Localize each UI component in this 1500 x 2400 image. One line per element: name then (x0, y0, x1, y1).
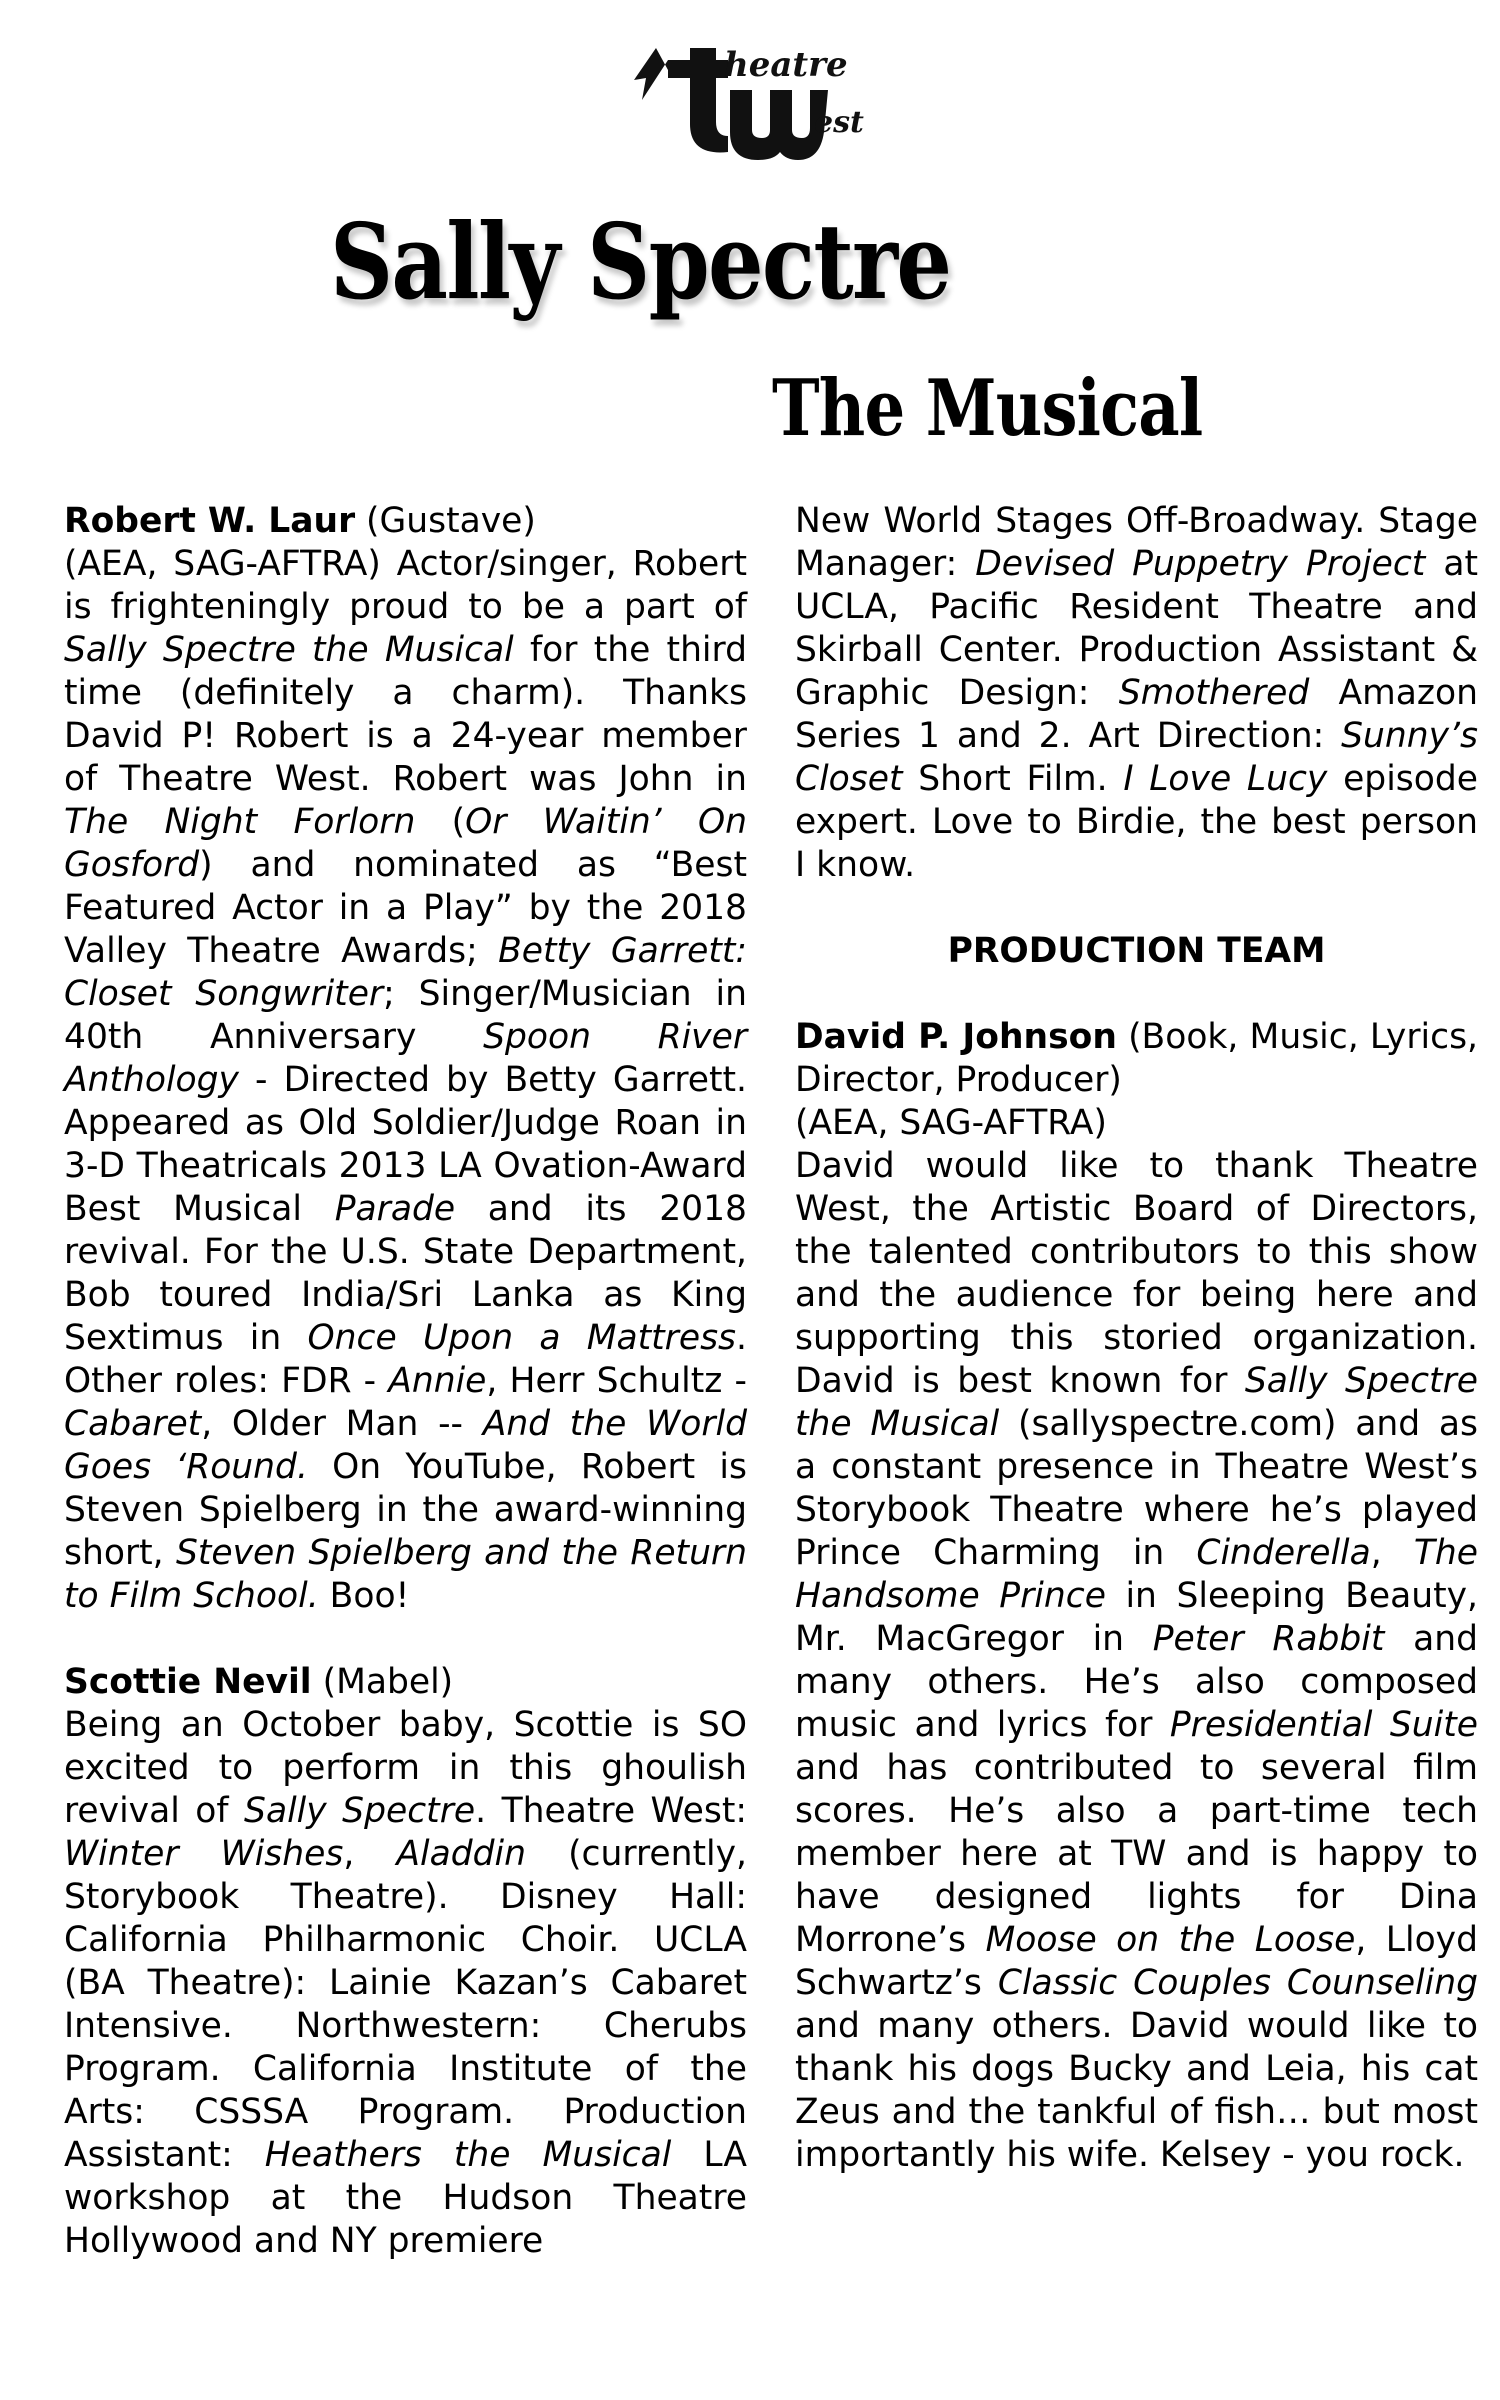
text-run: at UCLA, Pacific Resident Theatre and Skirball Center. Production Assistant & Graphic Design: (795, 544, 1478, 713)
text-run: On YouTube, Robert is Steven Spielberg in the award-winning short, (64, 1447, 747, 1573)
italic-title: The Night Forlorn (64, 802, 416, 842)
bio-robert-laur (64, 500, 747, 1618)
bio-header (64, 500, 747, 543)
italic-title: The Handsome Prince (795, 1533, 1478, 1616)
bio-text (64, 1704, 747, 2263)
logo-word-heatre: heatre (724, 45, 848, 85)
text-run: for the third time (definitely a charm). Thanks David P! Robert is a 24-year member of Theatre West. Robert was John in (64, 630, 747, 799)
text-run: , (343, 1834, 397, 1874)
text-run: (AEA, SAG-AFTRA) Actor/singer, Robert is frighteningly proud to be a part of (64, 544, 747, 627)
italic-title: Smothered (1118, 673, 1310, 713)
italic-title: Once Upon a Mattress (307, 1318, 737, 1358)
bio-name: David P. Johnson (795, 1017, 1117, 1057)
bio-text-continued (795, 500, 1478, 887)
italic-title: Cabaret (64, 1404, 202, 1444)
section-heading-production-team: PRODUCTION TEAM (947, 931, 1326, 971)
bio-header (64, 1661, 747, 1704)
italic-title: Peter Rabbit (1152, 1619, 1385, 1659)
text-run: in Sleeping Beauty, Mr. MacGregor in (795, 1576, 1478, 1659)
italic-title: Classic Couples Counseling (997, 1963, 1478, 2003)
text-run: and its 2018 revival. For the U.S. State Department, Bob toured India/Sri Lanka as King Sextimus in (64, 1189, 747, 1358)
italic-title: Heathers the Musical (264, 2135, 672, 2175)
bio-role: (Gustave) (366, 501, 536, 541)
show-title: Sally Spectre (330, 200, 951, 323)
italic-title: Sally Spectre the Musical (64, 630, 514, 670)
text-run: ; Singer/Musician in 40th Anniversary (64, 974, 748, 1057)
spacer (795, 973, 1478, 1016)
bio-name: Robert W. Laur (64, 501, 356, 541)
spacer (795, 887, 1478, 930)
text-run: and many others. David would like to thank his dogs Bucky and Leia, his cat Zeus and the tankful of fish… but most importantly his wife. Kelsey - you rock. (795, 2006, 1478, 2175)
text-run: , Lloyd Schwartz’s (795, 1920, 1478, 2003)
text-run: (currently, Storybook Theatre). Disney Hall: California Philharmonic Choir. UCLA (BA Theatre): Lainie Kazan’s Cabaret Intensive. Northwestern: Cherubs Program. California Institute of the Arts: CSSSA Program. Production Assistant: (64, 1834, 747, 2175)
text-run: , Older Man -- (201, 1404, 483, 1444)
text-run: , (1370, 1533, 1414, 1573)
left-column (64, 500, 747, 2263)
italic-title: Sunny’s Closet (795, 716, 1478, 799)
logo-word-est: est (814, 105, 864, 140)
theatre-west-logo-icon (628, 40, 864, 165)
italic-title: Betty Garrett: Closet Songwriter (64, 931, 747, 1014)
text-run: and has contributed to several film scores. He’s also a part-time tech member here at TW and is happy to have designed lights for Dina Morrone’s (795, 1748, 1478, 1960)
text-run: . Theatre West: (475, 1791, 747, 1831)
bio-scottie-nevil (64, 1661, 747, 2263)
italic-title: I Love Lucy (1123, 759, 1328, 799)
text-run: LA workshop at the Hudson Theatre Hollywood and NY premiere (64, 2135, 747, 2261)
bio-role: (Mabel) (322, 1662, 454, 1702)
bio-unions: (AEA, SAG-AFTRA) (795, 1103, 1107, 1143)
text-run: Amazon Series 1 and 2. Art Direction: (795, 673, 1478, 756)
italic-title: Aladdin (396, 1834, 526, 1874)
italic-title: And the World Goes ‘Round. (64, 1404, 747, 1487)
text-run: episode expert. Love to Birdie, the best person I know. (795, 759, 1478, 885)
right-column (795, 500, 1478, 2177)
italic-title: Or Waitin’ On Gosford (64, 802, 747, 885)
text-run: ) and nominated as “Best Featured Actor in a Play” by the 2018 Valley Theatre Awards; (64, 845, 747, 971)
text-run: . Other roles: FDR - (64, 1318, 748, 1401)
italic-title: Spoon River Anthology (64, 1017, 748, 1100)
bio-header (795, 1016, 1478, 1102)
text-run: Short Film. (902, 759, 1124, 799)
text-run: New World Stages Off-Broadway. Stage Manager: (795, 501, 1478, 584)
italic-title: Sally Spectre (244, 1791, 476, 1831)
text-run: Being an October baby, Scottie is SO excited to perform in this ghoulish revival of (64, 1705, 747, 1831)
text-run: and many others. He’s also composed music and lyrics for (795, 1619, 1478, 1745)
text-run: Boo! (318, 1576, 410, 1616)
show-subtitle: The Musical (772, 363, 1203, 454)
text-run: David would like to thank Theatre West, the Artistic Board of Directors, the talented contributors to this show and the audience for being here and supporting this storied organization. David is best known for (795, 1146, 1478, 1401)
text-run: ( (415, 802, 466, 842)
spacer (64, 1618, 747, 1661)
italic-title: Parade (334, 1189, 456, 1229)
text-run: (sallyspectre.com) and as a constant presence in Theatre West’s Storybook Theatre where he’s played Prince Charming in (795, 1404, 1478, 1573)
italic-title: Sally Spectre the Musical (795, 1361, 1478, 1444)
bio-text (64, 543, 747, 1618)
text-run: , Herr Schultz - (486, 1361, 747, 1401)
italic-title: Steven Spielberg and the Return to Film School. (64, 1533, 747, 1616)
italic-title: Annie (388, 1361, 487, 1401)
italic-title: Devised Puppetry Project (975, 544, 1426, 584)
italic-title: Moose on the Loose (985, 1920, 1356, 1960)
italic-title: Cinderella (1196, 1533, 1371, 1573)
italic-title: Presidential Suite (1169, 1705, 1478, 1745)
italic-title: Winter Wishes (64, 1834, 344, 1874)
bio-david-johnson (795, 1016, 1478, 2177)
bio-text (795, 1145, 1478, 2177)
bio-role: (Book, Music, Lyrics, Director, Producer) (795, 1017, 1479, 1100)
text-run: - Directed by Betty Garrett. Appeared as Old Soldier/Judge Roan in 3-D Theatricals 2013 LA Ovation-Award Best Musical (64, 1060, 747, 1229)
bio-name: Scottie Nevil (64, 1662, 312, 1702)
